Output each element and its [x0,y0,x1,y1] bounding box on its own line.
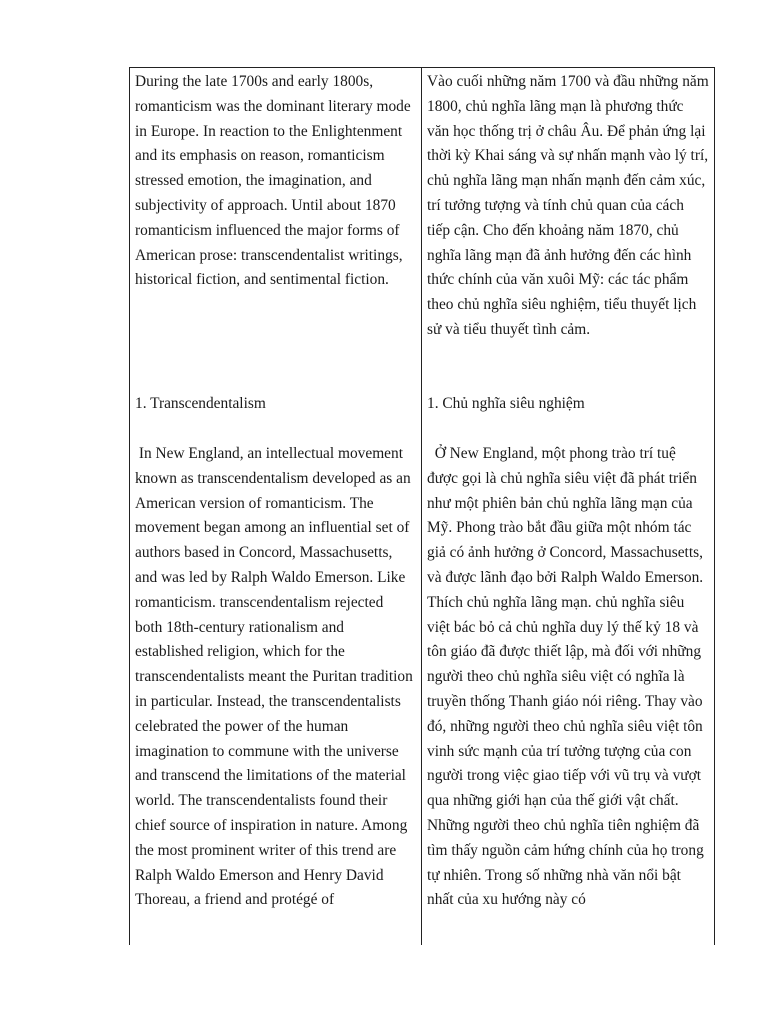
english-column [135,70,417,913]
column-divider [421,68,422,945]
vietnamese-body-paragraph: Ở New England, một phong trào trí tuệ được gọi là chủ nghĩa siêu việt đã phát triển như một phiên bản chủ nghĩa lãng mạn của Mỹ. Phong trào bắt đầu giữa một nhóm tác giả có ảnh hưởng ở Concord, Massachusetts, và được lãnh đạo bởi Ralph Waldo Emerson. Thích chủ nghĩa lãng mạn. chủ nghĩa siêu việt bác bỏ cả chủ nghĩa duy lý thế kỷ 18 và tôn giáo đã được thiết lập, mà đối với những người theo chủ nghĩa siêu việt có nghĩa là truyền thống Thanh giáo nói riêng. Thay vào đó, những người theo chủ nghĩa siêu việt tôn vinh sức mạnh của trí tưởng tượng của con người trong việc giao tiếp với vũ trụ và vượt qua những giới hạn của thế giới vật chất. Những người theo chủ nghĩa tiên nghiệm đã tìm thấy nguồn cảm hứng chính của họ trong tự nhiên. Trong số những nhà văn nổi bật nhất của xu hướng này có [427,445,708,909]
vietnamese-section-heading: 1. Chủ nghĩa siêu nghiệm [427,395,585,412]
bilingual-table [129,67,715,945]
english-intro-paragraph: During the late 1700s and early 1800s, romanticism was the dominant literary mode in Europe. In reaction to the Enlightenment and its emphasis on reason, romanticism stressed emotion, the imagination, and subjectivity of approach. Until about 1870 romanticism influenced the major forms of American prose: transcendentalist writings, historical fiction, and sentimental fiction. [135,73,415,289]
vietnamese-column [427,70,713,913]
english-body-paragraph: In New England, an intellectual movement known as transcendentalism developed as an American version of romanticism. The movement began among an influential set of authors based in Concord, Massachusetts, and was led by Ralph Waldo Emerson. Like romanticism. transcendentalism rejected both 18th-century rationalism and established religion, which for the transcendentalists meant the Puritan tradition in particular. Instead, the transcendentalists celebrated the power of the human imagination to commune with the universe and transcend the limitations of the material world. The transcendentalists found their chief source of inspiration in nature. Among the most prominent writer of this trend are Ralph Waldo Emerson and Henry David Thoreau, a friend and protégé of [135,445,417,909]
vietnamese-intro-paragraph: Vào cuối những năm 1700 và đầu những năm 1800, chủ nghĩa lãng mạn là phương thức văn học thống trị ở châu Âu. Để phản ứng lại thời kỳ Khai sáng và sự nhấn mạnh vào lý trí, chủ nghĩa lãng mạn nhấn mạnh đến cảm xúc, trí tưởng tượng và tính chủ quan của cách tiếp cận. Cho đến khoảng năm 1870, chủ nghĩa lãng mạn đã ảnh hưởng đến các hình thức chính của văn xuôi Mỹ: các tác phẩm theo chủ nghĩa siêu nghiệm, tiểu thuyết lịch sử và tiểu thuyết tình cảm. [427,73,713,338]
english-section-heading: 1. Transcendentalism [135,395,266,412]
